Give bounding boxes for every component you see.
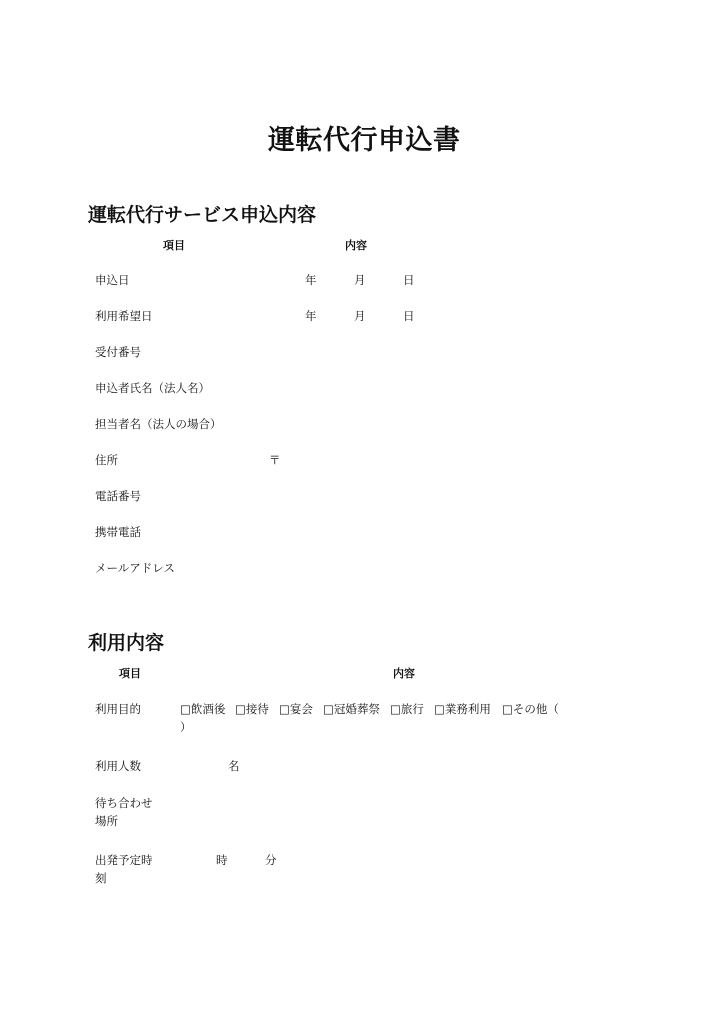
section2-col-item-header: 項目 [119, 667, 141, 680]
row-label-contact-person: 担当者名（法人の場合） [95, 417, 222, 431]
people-unit-label: 名 [228, 759, 240, 773]
row-label-application-date: 申込日 [95, 273, 130, 287]
purpose-option-travel[interactable]: □旅行 [390, 702, 424, 716]
row-label-meeting-place-line1: 待ち合わせ [95, 796, 153, 810]
row-label-departure-time-line1: 出発予定時 [95, 853, 153, 867]
section2-col-content-header: 内容 [393, 667, 415, 680]
purpose-option-after-drinking[interactable]: □飲酒後 [180, 702, 226, 716]
desired-date-day-label: 日 [403, 309, 415, 323]
row-label-purpose: 利用目的 [95, 702, 141, 716]
purpose-option-banquet[interactable]: □宴会 [279, 702, 313, 716]
section1-col-item-header: 項目 [163, 239, 185, 252]
departure-hour-label: 時 [216, 853, 228, 867]
row-label-desired-date: 利用希望日 [95, 309, 153, 323]
section1-heading: 運転代行サービス申込内容 [88, 204, 317, 226]
purpose-other-close-paren: ） [180, 720, 192, 734]
application-date-month-label: 月 [354, 273, 366, 287]
desired-date-month-label: 月 [354, 309, 366, 323]
row-label-phone: 電話番号 [95, 489, 141, 503]
row-label-number-of-people: 利用人数 [95, 759, 141, 773]
purpose-option-entertainment[interactable]: □接待 [235, 702, 269, 716]
departure-minute-label: 分 [265, 853, 277, 867]
document-title: 運転代行申込書 [268, 125, 461, 156]
purpose-option-other[interactable]: □その他（ [502, 702, 559, 716]
postal-mark: 〒 [269, 453, 281, 467]
section2-heading: 利用内容 [88, 632, 165, 654]
row-label-departure-time-line2: 刻 [95, 871, 107, 885]
row-label-mobile: 携帯電話 [95, 525, 141, 539]
row-label-reception-number: 受付番号 [95, 345, 141, 359]
desired-date-year-label: 年 [305, 309, 317, 323]
row-label-meeting-place-line2: 場所 [95, 814, 118, 828]
purpose-option-ceremony[interactable]: □冠婚葬祭 [323, 702, 380, 716]
row-label-email: メールアドレス [95, 561, 175, 575]
purpose-option-business[interactable]: □業務利用 [434, 702, 491, 716]
application-date-day-label: 日 [403, 273, 415, 287]
row-label-address: 住所 [95, 453, 118, 467]
section1-col-content-header: 内容 [345, 239, 367, 252]
application-date-year-label: 年 [305, 273, 317, 287]
row-label-applicant-name: 申込者氏名（法人名） [95, 381, 210, 395]
